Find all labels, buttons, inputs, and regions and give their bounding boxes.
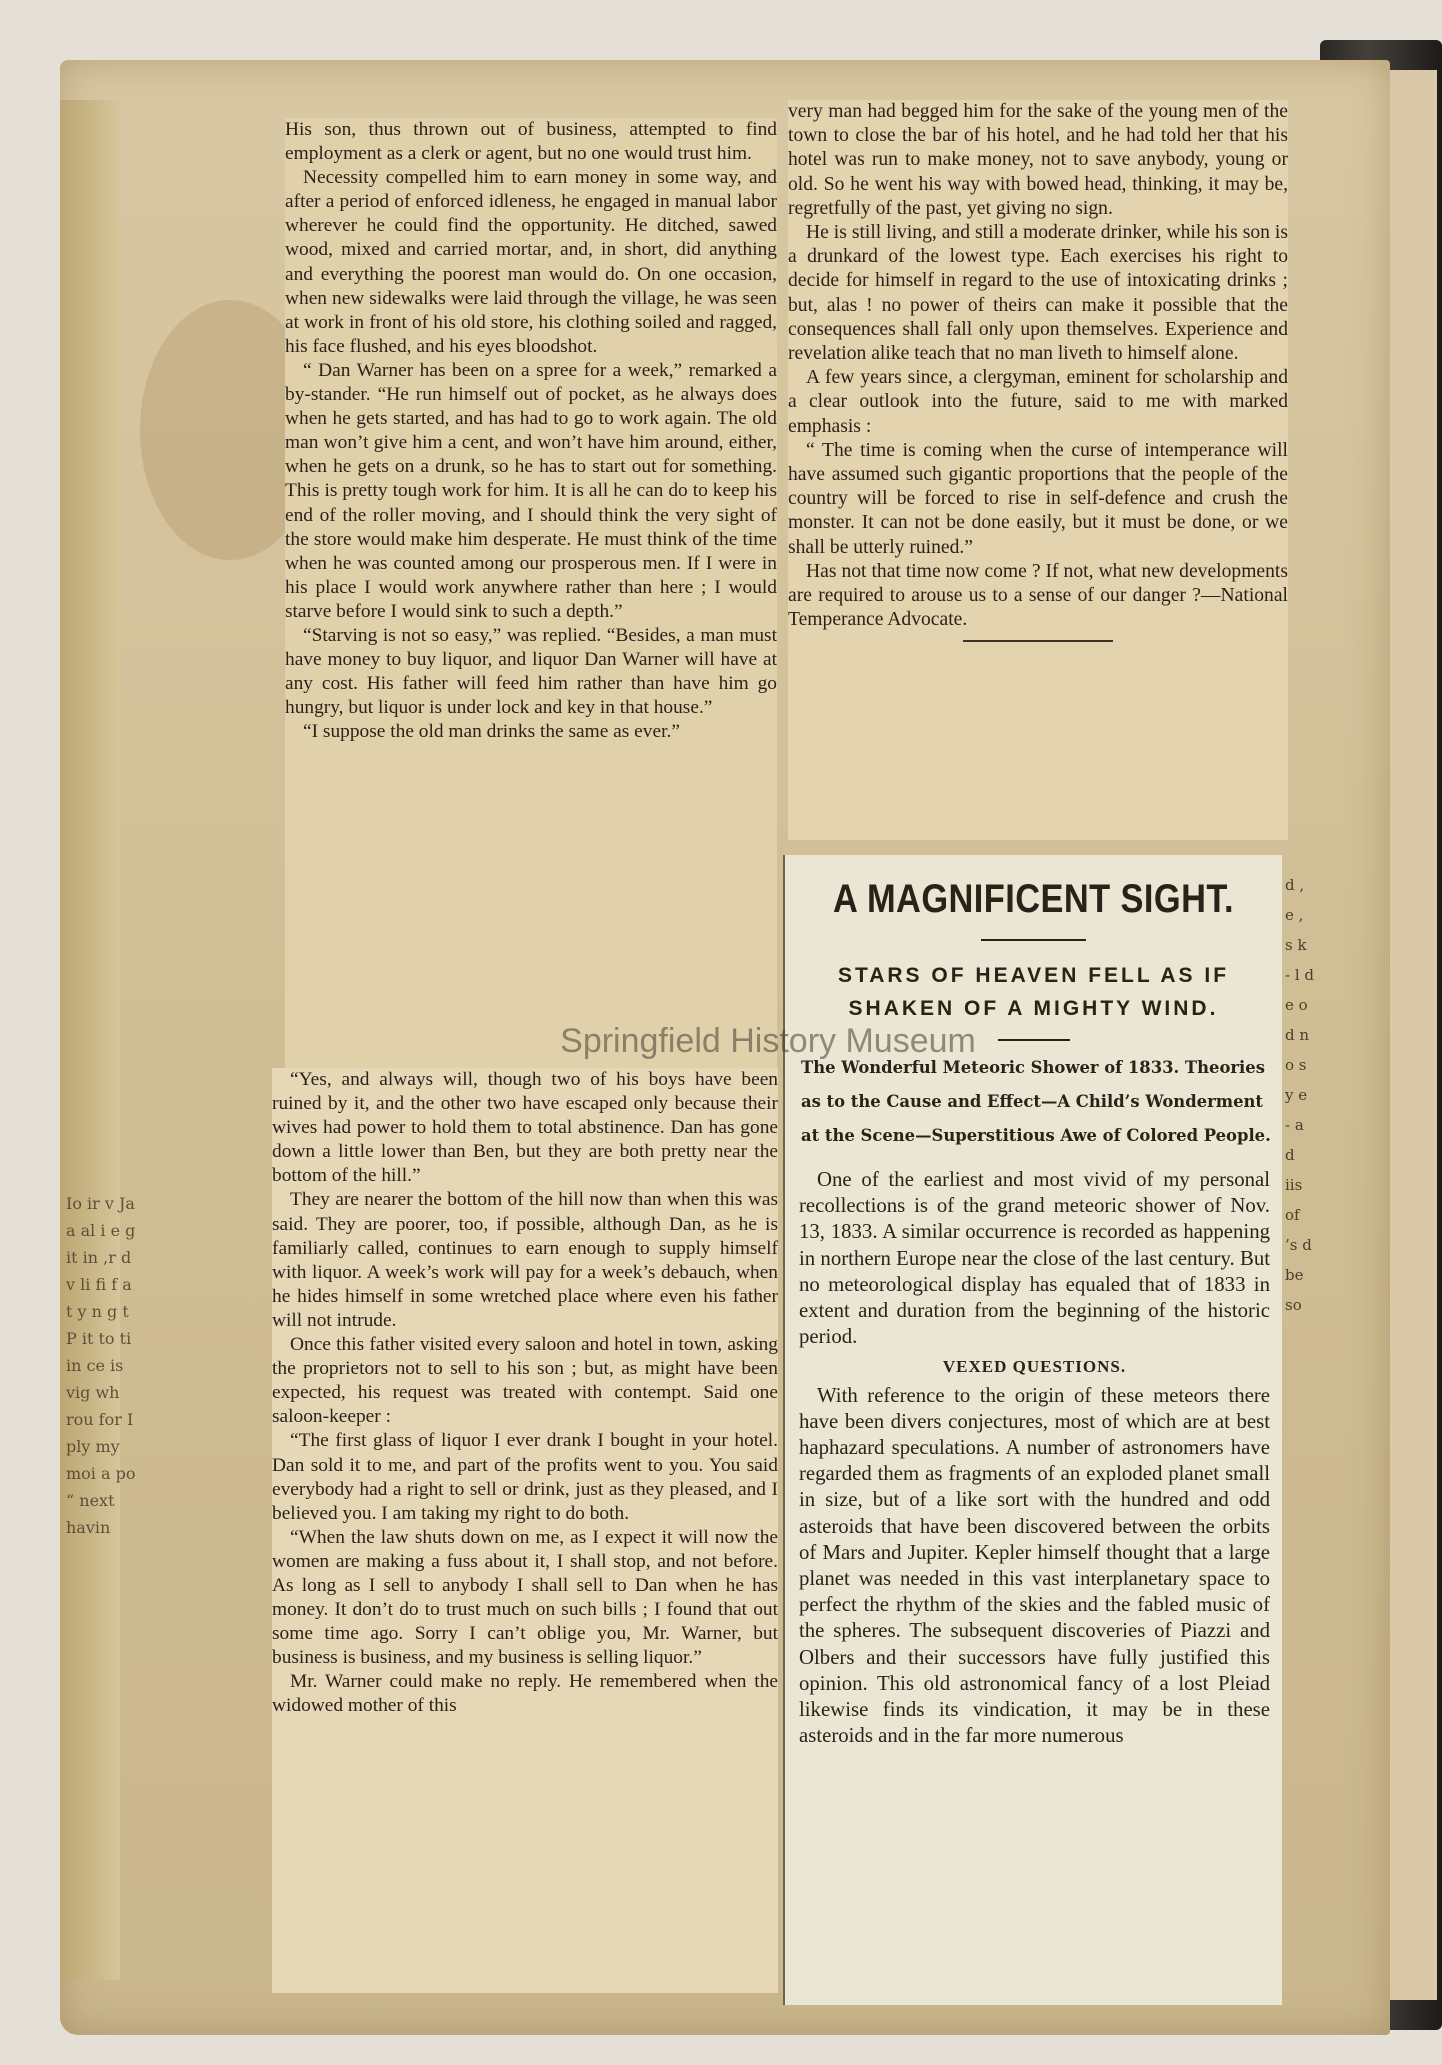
paragraph: “Starving is not so easy,” was replied. “Besides, a man must have money to buy liquor, and liquor Dan Warner will have at any cost. His father will feed him rather than have him go hungry, but liquor is under lock and key in that house.” [285, 624, 777, 719]
paragraph: He is still living, and still a moderate drinker, while his son is a drunkard of the lowest type. Each exercises his right to decide for himself in regard to the use of intoxicating drinks ; but, alas ! no power of theirs can make it possible that the consequences shall fall only upon themselves. Experience and revelation alike teach that no man liveth to himself alone. [788, 222, 1288, 365]
article-subhead: STARS OF HEAVEN FELL AS IF SHAKEN OF A MIGHTY WIND. [837, 964, 1230, 1020]
museum-watermark: Springfield History Museum [560, 1022, 976, 1060]
paragraph: A few years since, a clergyman, eminent for scholarship and a clear outlook into the future, said to me with marked emphasis : [788, 367, 1288, 437]
clipping-temperance-part1 [285, 118, 777, 1068]
clipping-temperance-part2 [272, 1068, 778, 1993]
paragraph: Necessity compelled him to earn money in some way, and after a period of enforced idleness, he engaged in manual labor wherever he could find the opportunity. He ditched, sawed wood, mixed and carried mortar, and, in short, did anything and everything the poorest man would do. On one occasion, when new sidewalks were laid through the village, he was seen at work in front of his old store, his clothing soiled and ragged, his face flushed, and his eyes bloodshot. [285, 167, 777, 357]
end-rule [963, 640, 1113, 642]
article-lead: One of the earliest and most vivid of my personal recollections is of the grand meteoric shower of Nov. 13, 1833. A similar occurrence is recorded as happening in northern Europe near the close of the last century. But no meteorological display has equaled that of 1833 in extent and duration from the beginning of the historic period. [799, 1168, 1270, 1349]
paragraph: “Yes, and always will, though two of his boys have been ruined by it, and the other two have escaped only because their wives had power to hold them to total abstinence. Dan has gone down a little lower than Ben, but they are both pretty near the bottom of the hill.” [272, 1069, 778, 1187]
paragraph: very man had begged him for the sake of the young men of the town to close the bar of his hotel, and he had told her that his hotel was run to make money, not to save anybody, young or old. So he went his way with bowed head, thinking, it may be, regretfully of the past, yet giving no sign. [788, 101, 1288, 219]
paragraph: Once this father visited every saloon and hotel in town, asking the proprietors not to sell to his son ; but, as might have been expected, his request was treated with contempt. Said one saloon-keeper : [272, 1334, 778, 1428]
article-headline: A MAGNIFICENT SIGHT. [832, 877, 1235, 921]
left-page-fragment: Io ir v Ja a al i e g it in ,r d v li fi f a t y n g t P it to ti in ce is vig wh rou for I ply my moi a po “ next havin [66, 1194, 136, 1537]
paragraph: Mr. Warner could make no reply. He remembered when the widowed mother of this [272, 1671, 778, 1717]
article-deck: The Wonderful Meteoric Shower of 1833. Theories as to the Cause and Effect—A Child’s Wonderment at the Scene—Superstitious Awe of Colored People. [801, 1058, 1271, 1145]
headline-rule [981, 939, 1086, 941]
paragraph: “ Dan Warner has been on a spree for a week,” remarked a by-stander. “He run himself out of pocket, as he always does when he gets started, and has had to go to work again. The old man won’t give him a cent, and won’t have him around, either, when he gets on a drunk, so he has to start out for something. This is pretty tough work for him. It is all he can do to keep his end of the roller moving, and I should think the very sight of the store would make him desperate. He must think of the time when he was counted among our prosperous men. If I were in his place I would work anywhere rather than here ; I would starve before I would sink to such a depth.” [285, 359, 777, 622]
paragraph: Has not that time now come ? If not, what new developments are required to arouse us to a sense of our danger ?—National Temperance Advocate. [788, 560, 1288, 631]
paragraph: “ The time is coming when the curse of intemperance will have assumed such gigantic proportions that the people of the country will be forced to rise in self-defence and crush the monster. It can not be done easily, but it must be done, or we shall be utterly ruined.” [788, 439, 1288, 558]
paragraph: “The first glass of liquor I ever drank I bought in your hotel. Dan sold it to me, and part of the profits went to you. You said everybody had a right to sell or drink, just as they pleased, and I believed you. I am taking my right to do both. [272, 1430, 778, 1524]
paragraph: “When the law shuts down on me, as I expect it will now the women are making a fuss about it, I shall stop, and not before. As long as I sell to anybody I shall sell to Dan when he has money. It don’t do to trust much on such bills ; I found that out some time ago. Sorry I can’t oblige you, Mr. Warner, but business is business, and my business is selling liquor.” [272, 1526, 778, 1669]
paragraph: “I suppose the old man drinks the same as ever.” [303, 721, 680, 743]
section-body: With reference to the origin of these meteors there have been divers conjectures, most of which are at best haphazard speculations. A number of astronomers have regarded them as fragments of an exploded planet small in size, but of a like sort with the hundred and odd asteroids that have been discovered between the orbits of Mars and Jupiter. Kepler himself thought that a large planet was needed in this vast interplanetary space to perfect the rhythm of the skies and the fabled music of the spheres. The subsequent discoveries of Piazzi and Olbers and their successors have fully justified this opinion. This old astronomical fancy of a lost Pleiad likewise finds its vindication, it may be in these asteroids and in the far more numerous [799, 1383, 1270, 1748]
paragraph: They are nearer the bottom of the hill now than when this was said. They are poorer, too, if possible, although Dan, as he is familiarly called, continues to earn enough to supply himself with liquor. A week’s work will pay for a week’s debauch, when he hides himself in some wretched place where even his father will not intrude. [272, 1189, 778, 1331]
clipping-temperance-part3 [788, 100, 1288, 840]
paragraph: His son, thus thrown out of business, attempted to find employment as a clerk or agent, but no one would trust him. [285, 119, 777, 165]
section-title: VEXED QUESTIONS. [942, 1357, 1127, 1377]
right-margin-fragment: d , e , s k - l d e o d n o s y e - a d iis of ’s d be so [1285, 876, 1315, 1314]
